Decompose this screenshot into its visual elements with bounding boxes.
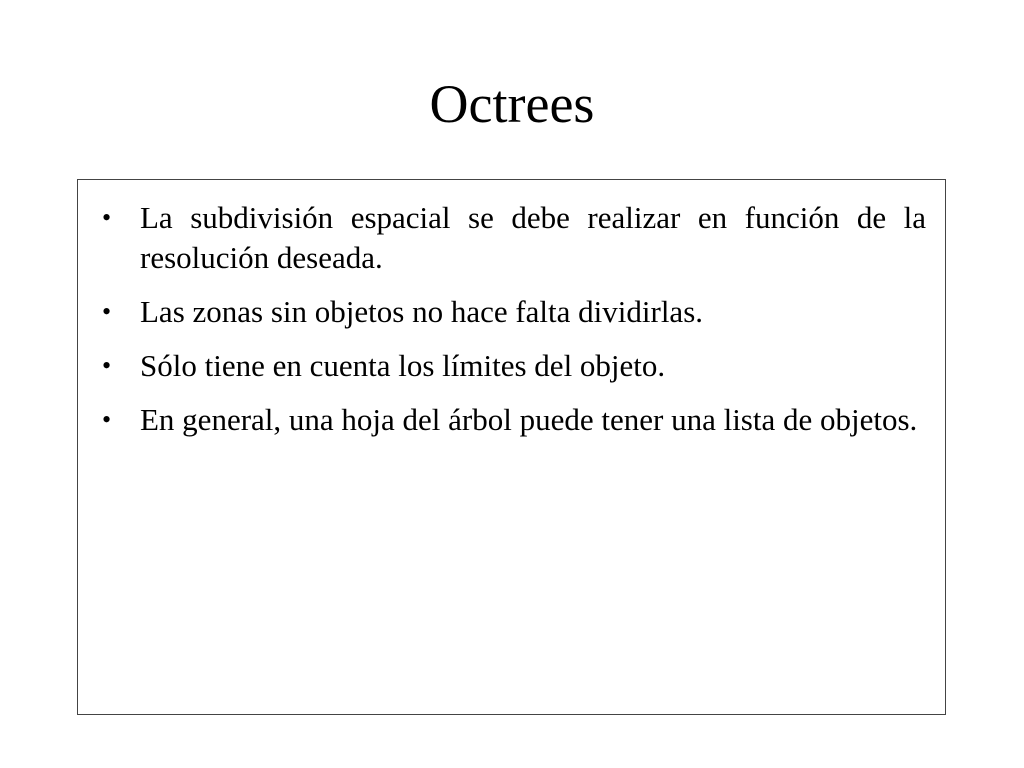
bullet-text: La subdivisión espacial se debe realizar en función de la resolución deseada. <box>140 200 926 275</box>
bullet-item <box>98 346 926 386</box>
bullet-icon: • <box>102 297 112 326</box>
slide-title: Octrees <box>429 74 595 134</box>
bullet-item <box>98 198 926 278</box>
bullet-text: En general, una hoja del árbol puede tener una lista de objetos. <box>140 402 918 437</box>
bullet-text: Las zonas sin objetos no hace falta dividirlas. <box>140 294 704 329</box>
bullet-item <box>98 400 926 440</box>
bullet-list <box>98 198 926 454</box>
bullet-item <box>98 292 926 332</box>
bullet-icon: • <box>102 405 112 434</box>
bullet-icon: • <box>102 351 112 380</box>
bullet-icon: • <box>102 203 112 232</box>
content-box <box>77 179 946 715</box>
bullet-text: Sólo tiene en cuenta los límites del objeto. <box>140 348 666 383</box>
